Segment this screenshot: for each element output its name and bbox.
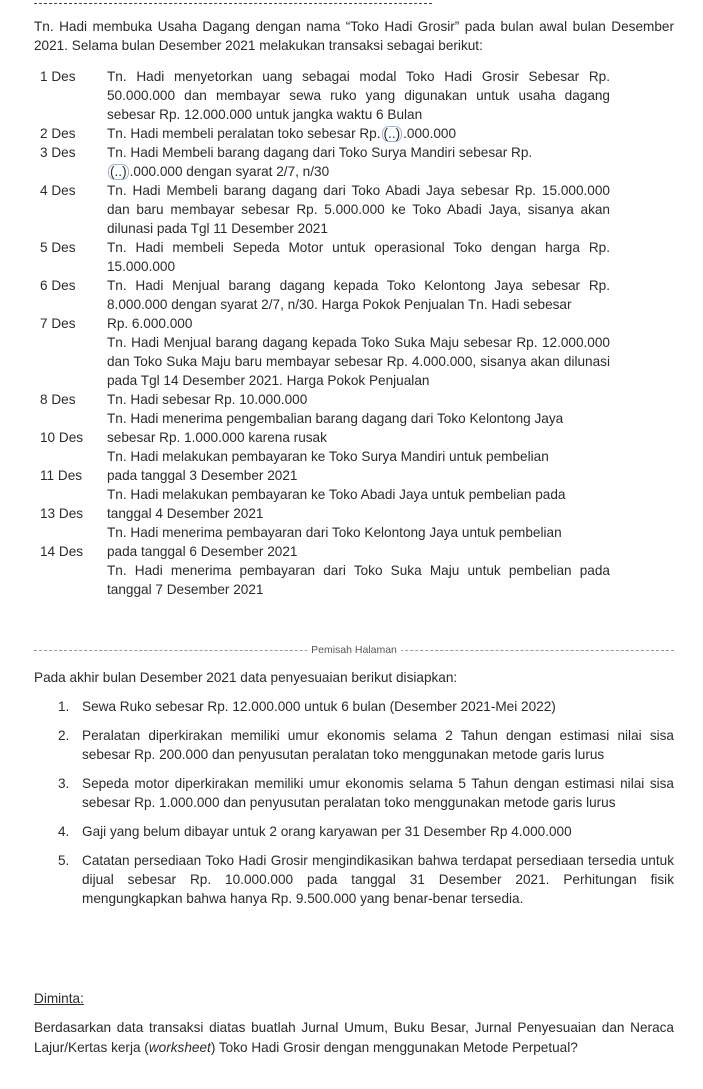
transaction-text: sebesar Rp. 1.000.000 karena rusak — [107, 430, 327, 445]
transaction-desc — [107, 143, 610, 181]
transaction-row — [40, 238, 610, 276]
transaction-text: .000.000 dengan syarat 2/7, n/30 — [129, 164, 330, 179]
transaction-text: Tn. Hadi membeli peralatan toko sebesar Rp. — [107, 126, 381, 141]
list-text: Sewa Ruko sebesar Rp. 12.000.000 untuk 6 bulan (Desember 2021-Mei 2022) — [82, 699, 556, 714]
transaction-row — [40, 67, 610, 124]
transaction-row — [40, 143, 610, 181]
transaction-row — [40, 466, 610, 504]
transaction-desc — [107, 504, 610, 542]
transaction-desc — [107, 390, 610, 428]
adjustment-list — [58, 697, 674, 918]
list-item — [58, 851, 674, 908]
transaction-date: 3 Des — [40, 145, 76, 160]
transaction-desc — [107, 542, 610, 599]
transaction-desc: Tn. Hadi membeli Sepeda Motor untuk operasional Toko dengan harga Rp. 15.000.000 — [107, 240, 610, 274]
transaction-desc — [107, 314, 610, 390]
transaction-row — [40, 504, 610, 542]
transaction-desc: Tn. Hadi Menjual barang dagang kepada Toko Kelontong Jaya sebesar Rp. 8.000.000 dengan syarat 2/7, n/30. Harga Pokok Penjualan Tn. Hadi sebesar — [107, 278, 610, 312]
transaction-date: 7 Des — [40, 316, 76, 331]
transaction-text: Rp. 6.000.000 — [107, 316, 193, 331]
transaction-date: 5 Des — [40, 240, 76, 255]
transaction-text: pada tanggal 3 Desember 2021 — [107, 468, 298, 483]
intro-paragraph: Tn. Hadi membuka Usaha Dagang dengan nama “Toko Hadi Grosir” pada bulan awal bulan Desember 2021. Selama bulan Desember 2021 melakukan transaksi sebagai berikut: — [34, 19, 674, 53]
transaction-desc — [107, 428, 610, 466]
list-item — [58, 726, 674, 764]
transaction-text: Tn. Hadi menerima pembayaran dari Toko Suka Maju untuk pembelian pada tanggal 7 Desember 2021 — [107, 563, 610, 597]
list-number: 3. — [58, 776, 70, 791]
transaction-row — [40, 390, 610, 428]
transaction-text: tanggal 4 Desember 2021 — [107, 506, 264, 521]
transaction-text: .000.000 — [403, 126, 457, 141]
transaction-text: Tn. Hadi melakukan pembayaran ke Toko Surya Mandiri untuk pembelian — [107, 449, 549, 464]
transaction-date: 14 Des — [40, 544, 84, 559]
list-number: 4. — [58, 824, 70, 839]
transaction-date: 4 Des — [40, 183, 76, 198]
transaction-date: 2 Des — [40, 126, 76, 141]
list-item — [58, 697, 674, 716]
transaction-row — [40, 276, 610, 314]
transaction-desc: Tn. Hadi Membeli barang dagang dari Toko Abadi Jaya sebesar Rp. 15.000.000 dan baru membayar sebesar Rp. 5.000.000 ke Toko Abadi Jaya, sisanya akan dilunasi pada Tgl 11 Desember 2021 — [107, 183, 610, 236]
transaction-text: Tn. Hadi Menjual barang dagang kepada Toko Suka Maju sebesar Rp. 12.000.000 dan Toko Suka Maju baru membayar sebesar Rp. 4.000.000, sisanya akan dilunasi pada Tgl 14 Desember 2021. Harga Pokok Penjualan — [107, 335, 610, 388]
transaction-row — [40, 428, 610, 466]
asked-text-part: Berdasarkan data transaksi diatas buatlah Jurnal Umum, Buku Besar, Jurnal Penyesuaian dan Neraca Lajur/Kertas kerja ( — [34, 1020, 674, 1055]
transaction-date: 6 Des — [40, 278, 76, 293]
transaction-date: 10 Des — [40, 430, 84, 445]
asked-text-part: ) Toko Hadi Grosir dengan menggunakan Metode Perpetual? — [210, 1040, 578, 1055]
transaction-desc — [107, 466, 610, 504]
transaction-date: 8 Des — [40, 392, 76, 407]
list-text: Gaji yang belum dibayar untuk 2 orang karyawan per 31 Desember Rp 4.000.000 — [82, 824, 572, 839]
page-separator — [34, 643, 674, 657]
transaction-text: Tn. Hadi melakukan pembayaran ke Toko Abadi Jaya untuk pembelian pada — [107, 487, 566, 502]
transaction-date: 13 Des — [40, 506, 84, 521]
list-item — [58, 822, 674, 841]
transaction-text: Tn. Hadi Membeli barang dagang dari Toko Surya Mandiri sebesar Rp. — [107, 145, 533, 160]
transaction-list — [40, 67, 610, 599]
separator-label: Pemisah Halaman — [307, 643, 401, 657]
list-text: Peralatan diperkirakan memiliki umur ekonomis selama 2 Tahun dengan estimasi nilai sisa sebesar Rp. 200.000 dan penyusutan peralatan toko menggunakan metode garis lurus — [82, 728, 674, 762]
blank-marker: (..) — [383, 126, 401, 141]
list-number: 1. — [58, 699, 70, 714]
transaction-text: Tn. Hadi menerima pengembalian barang dagang dari Toko Kelontong Jaya — [107, 411, 564, 426]
transaction-row — [40, 181, 610, 238]
transaction-text: pada tanggal 6 Desember 2021 — [107, 544, 298, 559]
transaction-text: Tn. Hadi menerima pembayaran dari Toko Kelontong Jaya untuk pembelian — [107, 525, 562, 540]
top-dashed-rule — [34, 3, 432, 4]
list-number: 2. — [58, 728, 70, 743]
list-item — [58, 774, 674, 812]
list-number: 5. — [58, 853, 70, 868]
asked-title: Diminta: — [34, 991, 84, 1006]
transaction-row — [40, 314, 610, 390]
transaction-row — [40, 542, 610, 599]
adjustment-intro: Pada akhir bulan Desember 2021 data penyesuaian berikut disiapkan: — [34, 670, 458, 685]
transaction-desc — [107, 124, 610, 143]
transaction-row — [40, 124, 610, 143]
transaction-desc: Tn. Hadi menyetorkan uang sebagai modal Toko Hadi Grosir Sebesar Rp. 50.000.000 dan membayar sewa ruko yang digunakan untuk usaha dagang sebesar Rp. 12.000.000 untuk jangka waktu 6 Bulan — [107, 69, 610, 122]
transaction-date: 11 Des — [40, 468, 83, 483]
transaction-text: Tn. Hadi sebesar Rp. 10.000.000 — [107, 392, 308, 407]
blank-marker: (..) — [110, 164, 127, 179]
transaction-date: 1 Des — [40, 69, 76, 84]
asked-text — [34, 1018, 674, 1058]
list-text: Sepeda motor diperkirakan memiliki umur ekonomis selama 5 Tahun dengan estimasi nilai sisa sebesar Rp. 1.000.000 dan penyusutan peralatan toko menggunakan metode garis lurus — [82, 776, 674, 810]
asked-text-italic: worksheet — [148, 1040, 211, 1055]
list-text: Catatan persediaan Toko Hadi Grosir mengindikasikan bahwa terdapat persediaan tersedia untuk dijual sebesar Rp. 10.000.000 pada tanggal 31 Desember 2021. Perhitungan fisik mengungkapkan bahwa hanya Rp. 9.500.000 yang benar-benar tersedia. — [82, 853, 674, 906]
